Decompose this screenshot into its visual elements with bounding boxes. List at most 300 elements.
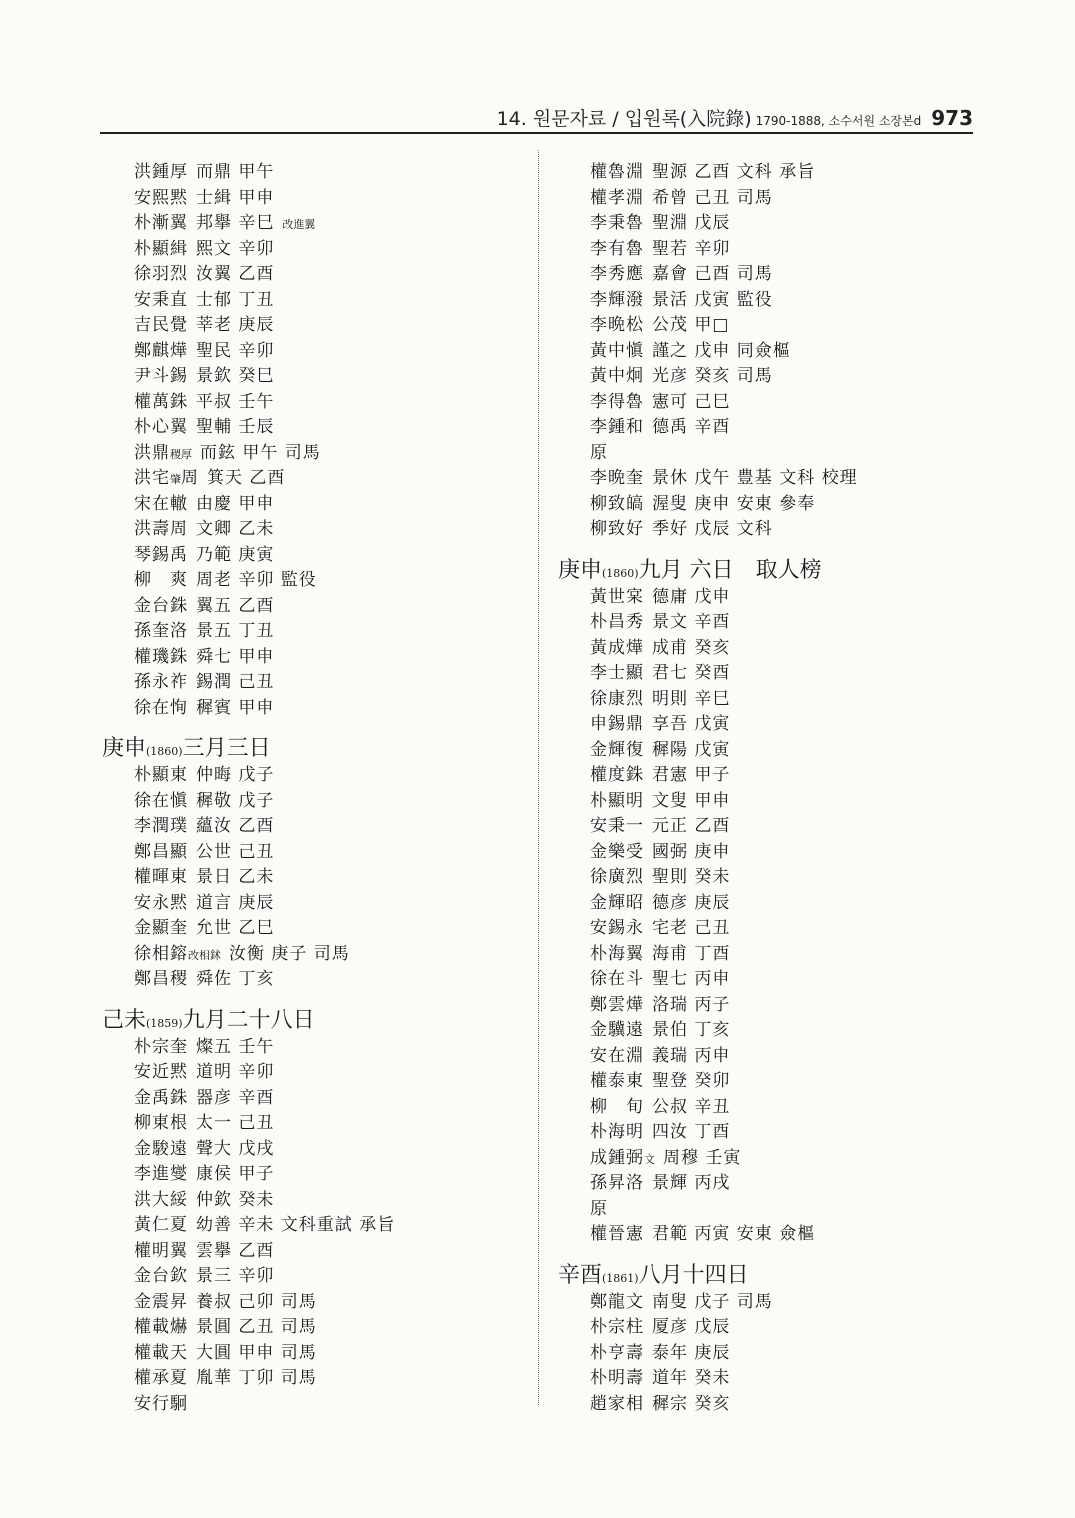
register-entry bbox=[102, 1341, 522, 1367]
entry-details: 而鼎 甲午 bbox=[196, 162, 275, 182]
entry-name: 朴昌秀 bbox=[590, 612, 644, 632]
entry-details: 泰年 庚辰 bbox=[652, 1342, 731, 1363]
register-entry bbox=[558, 763, 978, 789]
entry-list bbox=[102, 160, 522, 721]
entry-details: 景伯 丁亥 bbox=[652, 1020, 731, 1040]
entry-details: 四汝 丁酉 bbox=[652, 1122, 731, 1142]
register-entry bbox=[102, 288, 522, 314]
entry-details: 聖七 丙申 bbox=[652, 969, 731, 989]
entry-name: 孫奎洛 bbox=[134, 621, 188, 641]
entry-name: 柳致好 bbox=[590, 519, 644, 539]
register-entry bbox=[102, 517, 522, 543]
entry-name: 朴顯緝 bbox=[134, 238, 188, 259]
entry-details: 養叔 己卯 司馬 bbox=[196, 1291, 317, 1312]
register-entry bbox=[558, 160, 978, 186]
register-entry bbox=[558, 339, 978, 365]
entry-name: 朴宗柱 bbox=[590, 1317, 644, 1337]
heading-ganji: 辛酉 bbox=[558, 1262, 603, 1288]
register-entry bbox=[102, 390, 522, 416]
entry-name: 徐康烈 bbox=[590, 688, 644, 709]
entry-inline-note: 改相鉥 bbox=[188, 948, 221, 962]
entry-details: 太一 己丑 bbox=[196, 1113, 275, 1133]
entry-details: 希曾 己丑 司馬 bbox=[652, 187, 773, 208]
entry-details: 南叟 戊子 司馬 bbox=[652, 1291, 773, 1312]
register-section bbox=[558, 160, 978, 543]
entry-name: 李秀應 bbox=[590, 264, 644, 284]
heading-year: (1860) bbox=[602, 566, 639, 580]
entry-details: 莘老 庚辰 bbox=[196, 315, 275, 335]
entry-name: 柳致皜 bbox=[590, 493, 644, 514]
entry-details: 錫潤 己丑 bbox=[196, 672, 275, 692]
register-entry bbox=[558, 364, 978, 390]
register-entry bbox=[558, 466, 978, 492]
entry-inline-note: 肇 bbox=[170, 473, 181, 486]
entry-details: 舜七 甲申 bbox=[196, 646, 275, 667]
entry-name: 黃中炯 bbox=[590, 366, 644, 386]
register-entry bbox=[558, 1197, 978, 1223]
entry-name: 柳 爽 bbox=[134, 570, 188, 590]
register-entry bbox=[102, 763, 522, 789]
register-entry bbox=[102, 1264, 522, 1290]
entry-details: 君憲 甲子 bbox=[652, 765, 731, 785]
entry-name: 朴明壽 bbox=[590, 1368, 644, 1388]
heading-date: 三月三日 bbox=[182, 736, 271, 761]
entry-details: 道明 辛卯 bbox=[196, 1062, 275, 1082]
heading-year: (1859) bbox=[146, 1016, 183, 1030]
register-entry bbox=[102, 865, 522, 891]
entry-list bbox=[102, 763, 522, 993]
entry-name: 洪鍾厚 bbox=[134, 162, 188, 182]
entry-details: 道言 庚辰 bbox=[196, 892, 275, 913]
entry-list bbox=[558, 160, 978, 543]
entry-details: 周穆 壬寅 bbox=[663, 1147, 742, 1168]
entry-details: 憲可 己巳 bbox=[652, 391, 731, 412]
entry-name: 安秉一 bbox=[590, 816, 644, 836]
entry-details: 元正 乙酉 bbox=[652, 816, 731, 836]
entry-details: 景日 乙未 bbox=[196, 867, 275, 887]
register-entry bbox=[102, 789, 522, 815]
register-entry bbox=[558, 517, 978, 543]
entry-name: 朴心翼 bbox=[134, 417, 188, 437]
entry-name: 徐在斗 bbox=[590, 969, 644, 989]
register-entry bbox=[558, 237, 978, 263]
entry-name: 權載爀 bbox=[134, 1317, 188, 1337]
entry-details: 君範 丙寅 安東 僉樞 bbox=[652, 1224, 816, 1244]
entry-details: 穉陽 戊寅 bbox=[652, 739, 731, 760]
entry-details: 嘉會 己酉 司馬 bbox=[652, 264, 773, 284]
register-entry bbox=[558, 967, 978, 993]
page-number: 973 bbox=[931, 106, 973, 130]
entry-details: 洛瑞 丙子 bbox=[652, 994, 731, 1015]
entry-details: 景三 辛卯 bbox=[196, 1266, 275, 1286]
entry-list bbox=[102, 1035, 522, 1418]
entry-name: 安近黙 bbox=[134, 1062, 188, 1082]
heading-date: 八月十四日 bbox=[638, 1262, 749, 1288]
entry-details: 渥叟 庚申 安東 參奉 bbox=[652, 493, 816, 514]
entry-name: 朴顯東 bbox=[134, 765, 188, 785]
entry-details: 康侯 甲子 bbox=[196, 1164, 275, 1184]
entry-name: 琴錫禹 bbox=[134, 544, 188, 565]
heading-date: 九月二十八日 bbox=[182, 1007, 315, 1033]
register-entry bbox=[558, 415, 978, 441]
register-entry bbox=[558, 916, 978, 942]
entry-details: 海甫 丁酉 bbox=[652, 943, 731, 964]
register-section bbox=[102, 1007, 522, 1418]
entry-name: 安永黙 bbox=[134, 892, 188, 913]
entry-list bbox=[558, 1290, 978, 1418]
entry-details: 翼五 乙酉 bbox=[196, 595, 275, 616]
register-entry bbox=[102, 568, 522, 594]
entry-name: 李秉魯 bbox=[590, 213, 644, 233]
entry-details: 景活 戊寅 監役 bbox=[652, 289, 773, 310]
section-heading bbox=[558, 557, 978, 585]
entry-name: 趙家相 bbox=[590, 1393, 644, 1414]
entry-name: 李晩松 bbox=[590, 315, 644, 335]
register-entry bbox=[102, 262, 522, 288]
section-heading bbox=[102, 735, 522, 763]
register-entry bbox=[102, 1086, 522, 1112]
entry-name: 徐在恂 bbox=[134, 697, 188, 718]
entry-details: 成甫 癸亥 bbox=[652, 637, 731, 658]
register-section bbox=[102, 735, 522, 993]
register-entry bbox=[558, 492, 978, 518]
register-entry bbox=[558, 712, 978, 738]
entry-details: 舜佐 丁亥 bbox=[196, 969, 275, 989]
entry-name: 朴顯明 bbox=[590, 790, 644, 811]
register-entry bbox=[558, 1171, 978, 1197]
entry-name: 金禹銖 bbox=[134, 1087, 188, 1108]
entry-name: 鄭昌稷 bbox=[134, 969, 188, 989]
entry-details: 穉敬 戊子 bbox=[196, 790, 275, 811]
register-entry bbox=[102, 339, 522, 365]
register-entry bbox=[102, 1137, 522, 1163]
register-entry bbox=[102, 619, 522, 645]
register-entry bbox=[558, 1315, 978, 1341]
entry-name: 權暉東 bbox=[134, 867, 188, 887]
running-head bbox=[497, 104, 973, 131]
running-head-subtitle: 1790-1888, 소수서원 소장본d bbox=[755, 114, 922, 128]
section-heading bbox=[102, 1007, 522, 1035]
entry-details: 仲欽 癸未 bbox=[196, 1189, 275, 1210]
entry-details: 文叟 甲申 bbox=[652, 790, 731, 811]
entry-details: 景輝 丙戌 bbox=[652, 1173, 731, 1193]
register-entry bbox=[102, 840, 522, 866]
entry-name: 安在淵 bbox=[590, 1045, 644, 1066]
entry-details: 允世 乙巳 bbox=[196, 918, 275, 938]
heading-ganji: 己未 bbox=[102, 1007, 147, 1033]
register-entry bbox=[102, 160, 522, 186]
register-section bbox=[558, 557, 978, 1248]
entry-details: 德彦 庚辰 bbox=[652, 892, 731, 913]
entry-name: 徐相鎔 bbox=[134, 943, 188, 964]
register-entry bbox=[558, 610, 978, 636]
entry-details: 聖源 乙酉 文科 承旨 bbox=[652, 162, 816, 182]
register-entry bbox=[558, 1341, 978, 1367]
entry-name: 鄭龍文 bbox=[590, 1291, 644, 1312]
entry-details: 箕天 乙酉 bbox=[207, 468, 286, 488]
entry-details: 聖輔 壬辰 bbox=[196, 417, 275, 437]
entry-name: 黃世宲 bbox=[590, 586, 644, 607]
entry-name: 朴漸翼 bbox=[134, 213, 188, 233]
entry-details: 公茂 甲□ bbox=[652, 315, 730, 335]
entry-details: 士緝 甲申 bbox=[196, 187, 275, 208]
register-entry bbox=[102, 1188, 522, 1214]
entry-details: 雲擧 乙酉 bbox=[196, 1240, 275, 1261]
register-entry bbox=[102, 670, 522, 696]
running-head-title: 14. 원문자료 / 입원록(入院錄) bbox=[496, 108, 752, 130]
entry-name: 原 bbox=[590, 1198, 608, 1219]
entry-name: 成鍾弼 bbox=[590, 1147, 644, 1168]
entry-name: 權萬銖 bbox=[134, 391, 188, 412]
register-entry bbox=[558, 687, 978, 713]
entry-name: 金台銖 bbox=[134, 595, 188, 616]
entry-details: 道年 癸未 bbox=[652, 1368, 731, 1388]
heading-ganji: 庚申 bbox=[102, 736, 147, 761]
entry-name: 權泰東 bbox=[590, 1071, 644, 1091]
register-entry bbox=[102, 1290, 522, 1316]
entry-name: 李有魯 bbox=[590, 238, 644, 259]
entry-details: 公世 己丑 bbox=[196, 841, 275, 862]
entry-name: 金樂受 bbox=[590, 841, 644, 862]
entry-details: 聲大 戊戌 bbox=[196, 1138, 275, 1159]
register-entry bbox=[558, 585, 978, 611]
entry-details: 公叔 辛丑 bbox=[652, 1096, 731, 1117]
entry-name: 安行駉 bbox=[134, 1393, 188, 1414]
entry-details: 聖則 癸未 bbox=[652, 867, 731, 887]
entry-name: 安熙黙 bbox=[134, 187, 188, 208]
entry-name: 柳 旬 bbox=[590, 1096, 644, 1117]
entry-name: 洪宅 bbox=[134, 468, 170, 488]
register-entry bbox=[102, 1162, 522, 1188]
register-entry bbox=[558, 814, 978, 840]
entry-name: 權度銖 bbox=[590, 765, 644, 785]
entry-name: 金輝昭 bbox=[590, 892, 644, 913]
register-entry bbox=[102, 313, 522, 339]
register-entry bbox=[102, 1111, 522, 1137]
register-entry bbox=[102, 543, 522, 569]
entry-name: 李進燮 bbox=[134, 1164, 188, 1184]
column-divider bbox=[538, 150, 539, 1405]
entry-details: 士郁 丁丑 bbox=[196, 289, 275, 310]
entry-details: 光彦 癸亥 司馬 bbox=[652, 366, 773, 386]
register-entry bbox=[558, 211, 978, 237]
register-entry bbox=[102, 364, 522, 390]
register-entry bbox=[102, 942, 522, 968]
entry-name: 金驥遠 bbox=[590, 1020, 644, 1040]
entry-name: 李輝潑 bbox=[590, 289, 644, 310]
entry-name: 徐在愼 bbox=[134, 790, 188, 811]
register-entry bbox=[102, 441, 522, 467]
entry-name: 申錫鼎 bbox=[590, 714, 644, 734]
entry-name: 孫永祚 bbox=[134, 672, 188, 692]
entry-name: 徐羽烈 bbox=[134, 264, 188, 284]
entry-details: 胤華 丁卯 司馬 bbox=[196, 1368, 317, 1388]
register-entry bbox=[558, 891, 978, 917]
entry-name: 柳東根 bbox=[134, 1113, 188, 1133]
entry-name: 朴亨壽 bbox=[590, 1342, 644, 1363]
entry-details: 君七 癸酉 bbox=[652, 663, 731, 683]
entry-details: 義瑞 丙申 bbox=[652, 1045, 731, 1066]
entry-details: 蘊汝 乙酉 bbox=[196, 816, 275, 836]
entry-name-cont: 周 bbox=[181, 468, 199, 488]
entry-list bbox=[558, 585, 978, 1248]
entry-name: 安錫永 bbox=[590, 918, 644, 938]
entry-details: 文卿 乙未 bbox=[196, 519, 275, 539]
register-entry bbox=[558, 1044, 978, 1070]
entry-name: 權晉憲 bbox=[590, 1224, 644, 1244]
entry-name: 朴宗奎 bbox=[134, 1036, 188, 1057]
entry-details: 邦擧 辛巳 bbox=[196, 213, 275, 233]
register-entry bbox=[102, 696, 522, 722]
entry-name: 金震昇 bbox=[134, 1291, 188, 1312]
register-entry bbox=[102, 211, 522, 237]
entry-name: 朴海明 bbox=[590, 1122, 644, 1142]
entry-details: 乃範 庚寅 bbox=[196, 544, 275, 565]
register-entry bbox=[102, 594, 522, 620]
register-entry bbox=[558, 313, 978, 339]
register-entry bbox=[558, 262, 978, 288]
entry-name: 朴海翼 bbox=[590, 943, 644, 964]
entry-name: 金輝復 bbox=[590, 739, 644, 760]
entry-details: 謹之 戊申 同僉樞 bbox=[652, 340, 791, 361]
register-entry bbox=[558, 789, 978, 815]
heading-ganji: 庚申 bbox=[558, 557, 603, 583]
entry-details: 燦五 壬午 bbox=[196, 1036, 275, 1057]
register-entry bbox=[558, 1146, 978, 1172]
register-entry bbox=[558, 738, 978, 764]
entry-name: 權明翼 bbox=[134, 1240, 188, 1261]
register-entry bbox=[102, 1035, 522, 1061]
entry-name: 金台欽 bbox=[134, 1266, 188, 1286]
entry-name: 李晩奎 bbox=[590, 468, 644, 488]
entry-details: 德禹 辛酉 bbox=[652, 417, 731, 437]
entry-name: 金顯奎 bbox=[134, 918, 188, 938]
register-entry bbox=[102, 492, 522, 518]
section-heading bbox=[558, 1262, 978, 1290]
entry-details: 宅老 己丑 bbox=[652, 918, 731, 938]
entry-name: 黃中愼 bbox=[590, 340, 644, 361]
register-entry bbox=[558, 1018, 978, 1044]
entry-name: 權璣銖 bbox=[134, 646, 188, 667]
register-section bbox=[558, 1262, 978, 1418]
register-entry bbox=[102, 1213, 522, 1239]
left-column bbox=[102, 160, 522, 1417]
entry-details: 平叔 壬午 bbox=[196, 391, 275, 412]
right-column bbox=[558, 160, 978, 1417]
entry-details: 仲晦 戊子 bbox=[196, 765, 275, 785]
entry-details: 穉賓 甲申 bbox=[196, 697, 275, 718]
entry-note: 改進翼 bbox=[282, 218, 316, 231]
entry-name: 金駿遠 bbox=[134, 1138, 188, 1159]
entry-name: 洪鼎 bbox=[134, 442, 170, 463]
entry-name: 李鍾和 bbox=[590, 417, 644, 437]
register-entry bbox=[558, 661, 978, 687]
register-section bbox=[102, 160, 522, 721]
register-entry bbox=[558, 1095, 978, 1121]
entry-details: 由慶 甲申 bbox=[196, 493, 275, 514]
entry-inline-note: 文 bbox=[644, 1152, 655, 1166]
register-entry bbox=[558, 390, 978, 416]
register-entry bbox=[558, 993, 978, 1019]
register-entry bbox=[102, 186, 522, 212]
register-entry bbox=[102, 645, 522, 671]
register-entry bbox=[558, 636, 978, 662]
register-entry bbox=[558, 1290, 978, 1316]
register-entry bbox=[558, 441, 978, 467]
entry-details: 汝衡 庚子 司馬 bbox=[229, 943, 350, 964]
heading-date: 九月 六日 取人榜 bbox=[638, 557, 822, 583]
entry-details: 而鉉 甲午 司馬 bbox=[200, 442, 321, 463]
register-entry bbox=[102, 814, 522, 840]
register-entry bbox=[558, 840, 978, 866]
entry-name: 李士顯 bbox=[590, 663, 644, 683]
entry-details: 厦彦 戊辰 bbox=[652, 1317, 731, 1337]
entry-name: 原 bbox=[590, 442, 608, 463]
register-entry bbox=[102, 967, 522, 993]
register-entry bbox=[102, 237, 522, 263]
register-entry bbox=[102, 1315, 522, 1341]
entry-details: 季好 戊辰 文科 bbox=[652, 519, 773, 539]
entry-name: 黃仁夏 bbox=[134, 1215, 188, 1235]
entry-name: 鄭麒燁 bbox=[134, 340, 188, 361]
entry-details: 德庸 戊申 bbox=[652, 586, 731, 607]
entry-name: 黃成燁 bbox=[590, 637, 644, 658]
entry-details: 幼善 辛未 文科重試 承旨 bbox=[196, 1215, 396, 1235]
heading-year: (1861) bbox=[602, 1271, 639, 1285]
register-entry bbox=[558, 1120, 978, 1146]
entry-details: 穉宗 癸亥 bbox=[652, 1393, 731, 1414]
entry-name: 安秉直 bbox=[134, 289, 188, 310]
entry-details: 景欽 癸巳 bbox=[196, 366, 275, 386]
entry-details: 景圓 乙丑 司馬 bbox=[196, 1317, 317, 1337]
register-entry bbox=[102, 466, 522, 492]
register-entry bbox=[558, 186, 978, 212]
register-entry bbox=[558, 1392, 978, 1418]
entry-details: 景休 戊午 豊基 文科 校理 bbox=[652, 468, 858, 488]
register-entry bbox=[102, 1366, 522, 1392]
entry-name: 吉民覺 bbox=[134, 315, 188, 335]
entry-details: 聖登 癸卯 bbox=[652, 1071, 731, 1091]
entry-name: 尹斗錫 bbox=[134, 366, 188, 386]
entry-details: 周老 辛卯 監役 bbox=[196, 570, 317, 590]
entry-details: 國弼 庚申 bbox=[652, 841, 731, 862]
register-entry bbox=[558, 1069, 978, 1095]
entry-details: 明則 辛巳 bbox=[652, 688, 731, 709]
register-entry bbox=[102, 1060, 522, 1086]
register-entry bbox=[102, 1239, 522, 1265]
register-entry bbox=[558, 1366, 978, 1392]
entry-name: 權載天 bbox=[134, 1342, 188, 1363]
entry-details: 景文 辛酉 bbox=[652, 612, 731, 632]
entry-name: 徐廣烈 bbox=[590, 867, 644, 887]
register-entry bbox=[102, 916, 522, 942]
entry-name: 李得魯 bbox=[590, 391, 644, 412]
heading-year: (1860) bbox=[146, 745, 183, 758]
page-header bbox=[100, 98, 973, 134]
entry-name: 鄭昌顯 bbox=[134, 841, 188, 862]
register-entry bbox=[102, 1392, 522, 1418]
entry-name: 權孝淵 bbox=[590, 187, 644, 208]
entry-details: 大圓 甲申 司馬 bbox=[196, 1342, 317, 1363]
register-entry bbox=[558, 288, 978, 314]
entry-details: 聖淵 戊辰 bbox=[652, 213, 731, 233]
register-entry bbox=[558, 942, 978, 968]
entry-name: 李潤璞 bbox=[134, 816, 188, 836]
entry-details: 聖若 辛卯 bbox=[652, 238, 731, 259]
entry-name: 宋在轍 bbox=[134, 493, 188, 514]
entry-inline-note: 稷厚 bbox=[170, 447, 192, 461]
register-entry bbox=[102, 891, 522, 917]
